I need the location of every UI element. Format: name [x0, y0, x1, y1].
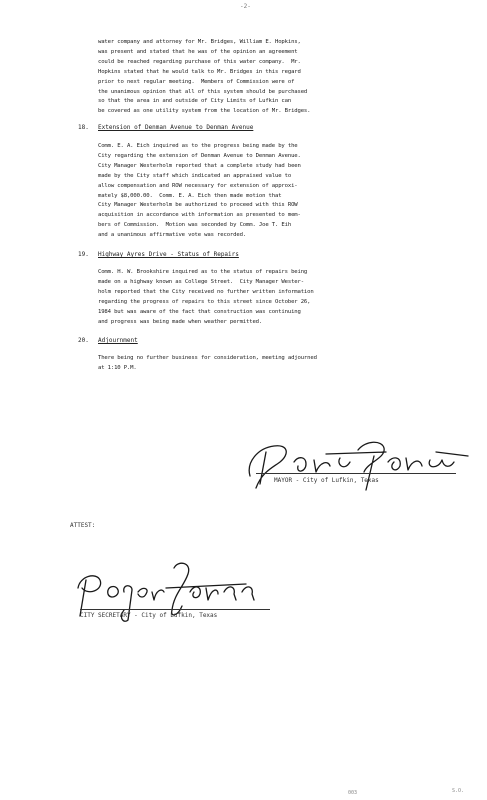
section-20-number: 20. — [78, 337, 89, 344]
section-18-body: Comm. E. A. Eich inquired as to the progress being made by the City regarding the extension of Denman Avenue to Denman Avenue. City Manager Westerholm reported that a complete study had been made by the City staff which indicated an appraised value to allow compensation and ROW necessary for extension of approxi- mately $8,000.00. Comm. E. A. Eich then made motion that City Manager Westerholm be authorized to proceed with this ROW acquisition in accordance with information as presented to mem- bers of Commission. Motion was seconded by Comm. Joe T. Eih and a unanimous affirmative vote was recorded. — [98, 143, 301, 239]
section-20-title: Adjournment — [98, 337, 138, 344]
secretary-signature-line — [80, 609, 270, 610]
section-19-body: Comm. H. W. Brookshire inquired as to the status of repairs being made on a highway known as College Street. City Manager Wester- holm reported that the City received no further written information regarding the progress of repairs to this street since October 26, 1984 but was aware of the fact that construction was continuing and progress was being made when weather permitted. — [98, 269, 314, 325]
section-18-number: 18. — [78, 124, 89, 131]
section-18-title: Extension of Denman Avenue to Denman Avenue — [98, 124, 254, 131]
intro-paragraph: water company and attorney for Mr. Bridges, William E. Hopkins, was present and stated that he was of the opinion an agreement could be reached regarding purchase of this water company. Mr. Hopkins stated that he would talk to Mr. Bridges in this regard prior to next regular meeting. Members of Commission were of the unanimous opinion that all of this system should be purchased so that the area in and outside of City Limits of Lufkin can be covered as one utility system from the location of Mr. Bridges. — [98, 39, 311, 115]
footer-mark-right: S.O. — [452, 788, 465, 794]
mayor-signature-line — [256, 473, 456, 474]
attest-label: ATTEST: — [70, 522, 96, 529]
section-19-title: Highway Ayres Drive - Status of Repairs — [98, 251, 239, 258]
section-20-body: There being no further business for consideration, meeting adjourned at 1:10 P.M. — [98, 355, 317, 371]
section-19-number: 19. — [78, 251, 89, 258]
mayor-signature — [236, 432, 476, 502]
page-number: -2- — [240, 3, 251, 10]
secretary-caption: CITY SECRETARY - City of Lufkin, Texas — [80, 612, 218, 619]
mayor-caption: MAYOR - City of Lufkin, Texas — [274, 477, 379, 484]
footer-mark-left: 003 — [348, 790, 358, 796]
